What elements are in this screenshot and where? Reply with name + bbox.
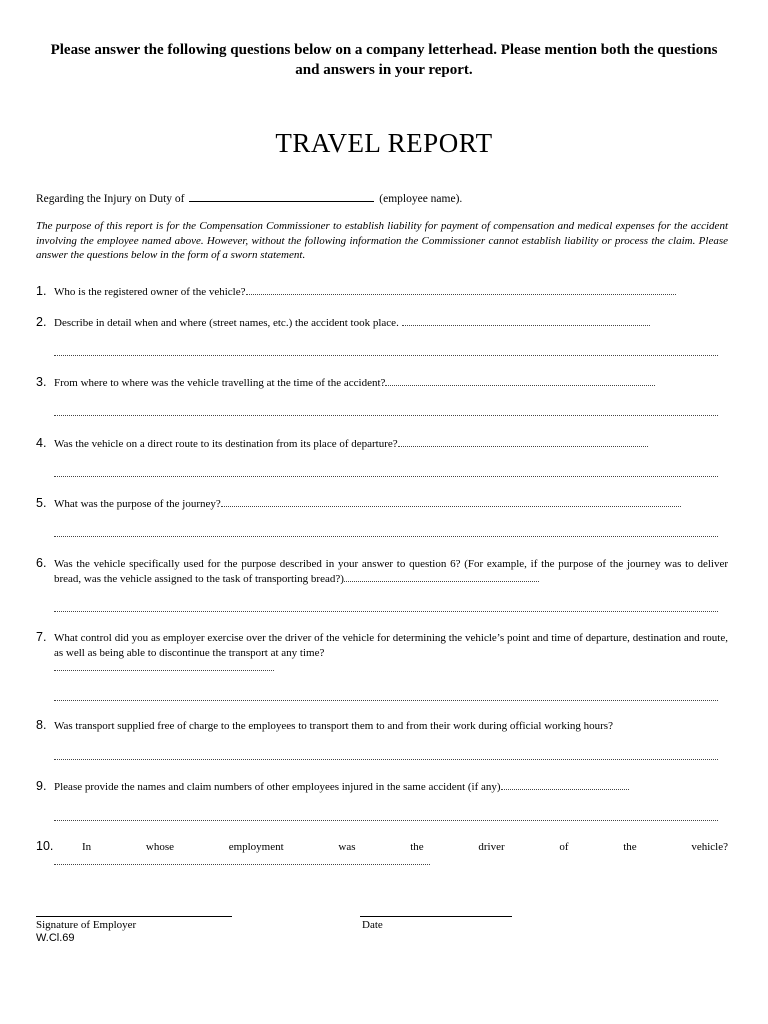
question-text: What control did you as employer exercise over the driver of the vehicle for determining the vehicle’s point and time of departure, destination and route, as well as being able to discontinue the transport at any time? <box>54 632 728 659</box>
answer-field[interactable] <box>501 780 629 790</box>
question-4 <box>36 437 728 452</box>
answer-field[interactable] <box>221 497 681 507</box>
question-text: Who is the registered owner of the vehicle? <box>54 286 246 298</box>
answer-line[interactable] <box>54 749 718 760</box>
answer-field[interactable] <box>344 572 539 582</box>
question-2 <box>36 316 728 331</box>
answer-line[interactable] <box>54 690 718 701</box>
question-8 <box>36 719 728 734</box>
question-text: In whose employment was the driver of the vehicle? <box>82 841 728 853</box>
answer-line[interactable] <box>54 854 430 865</box>
page-title: TRAVEL REPORT <box>275 128 493 158</box>
date-line[interactable] <box>360 916 512 917</box>
regarding-prefix: Regarding the Injury on Duty of <box>36 193 185 205</box>
employee-name-field[interactable] <box>189 191 374 202</box>
instructions-note: Please answer the following questions below on a company letterhead. Please mention both the questions and answers in your report. <box>50 42 718 78</box>
question-number: 8. <box>36 718 47 732</box>
answer-field[interactable] <box>385 376 655 386</box>
answer-field[interactable] <box>398 437 648 447</box>
answer-field[interactable] <box>246 285 676 295</box>
question-text: Was transport supplied free of charge to the employees to transport them to and from their work during official working hours? <box>54 720 613 732</box>
question-5 <box>36 497 728 512</box>
form-code: W.Cl.69 <box>36 932 75 944</box>
question-1 <box>36 285 728 300</box>
question-number: 4. <box>36 436 47 450</box>
question-text: Was the vehicle on a direct route to its destination from its place of departure? <box>54 438 398 450</box>
answer-line[interactable] <box>54 405 718 416</box>
answer-line[interactable] <box>54 466 718 477</box>
answer-line[interactable] <box>54 601 718 612</box>
answer-line[interactable] <box>54 810 718 821</box>
question-text: Describe in detail when and where (street names, etc.) the accident took place. <box>54 317 399 329</box>
question-text: Was the vehicle specifically used for the purpose described in your answer to question 6? (For example, if the purpose of the journey was to deliver bread, was the vehicle assigned to the task of transporting bread?) <box>54 558 728 585</box>
answer-field[interactable] <box>402 316 650 326</box>
answer-field[interactable] <box>54 661 274 671</box>
purpose-statement: The purpose of this report is for the Compensation Commissioner to establish liability for payment of compensation and medical expenses for the accident involving the employee named above. However, without the following information the Commissioner cannot establish liability or process the claim. Please answer the questions below in the form of a sworn statement. <box>36 220 728 261</box>
answer-line[interactable] <box>54 526 718 537</box>
question-6 <box>36 557 728 587</box>
question-3 <box>36 376 728 391</box>
question-number: 5. <box>36 496 47 510</box>
regarding-line <box>36 191 462 205</box>
question-number: 1. <box>36 284 47 298</box>
question-9 <box>36 780 728 795</box>
question-text: What was the purpose of the journey? <box>54 498 221 510</box>
question-number: 3. <box>36 375 47 389</box>
employer-signature-line[interactable] <box>36 916 232 917</box>
question-number: 2. <box>36 315 47 329</box>
question-number: 10. <box>36 839 54 853</box>
answer-line[interactable] <box>54 345 718 356</box>
question-text: From where to where was the vehicle travelling at the time of the accident? <box>54 377 386 389</box>
regarding-suffix: (employee name). <box>379 193 463 205</box>
question-text: Please provide the names and claim numbers of other employees injured in the same accident (if any) <box>54 781 501 793</box>
question-number: 9. <box>36 779 47 793</box>
question-7 <box>36 631 728 676</box>
employer-signature-label: Signature of Employer <box>36 919 137 931</box>
question-10 <box>36 840 728 855</box>
question-number: 7. <box>36 630 47 644</box>
question-number: 6. <box>36 556 47 570</box>
date-label: Date <box>362 919 383 931</box>
